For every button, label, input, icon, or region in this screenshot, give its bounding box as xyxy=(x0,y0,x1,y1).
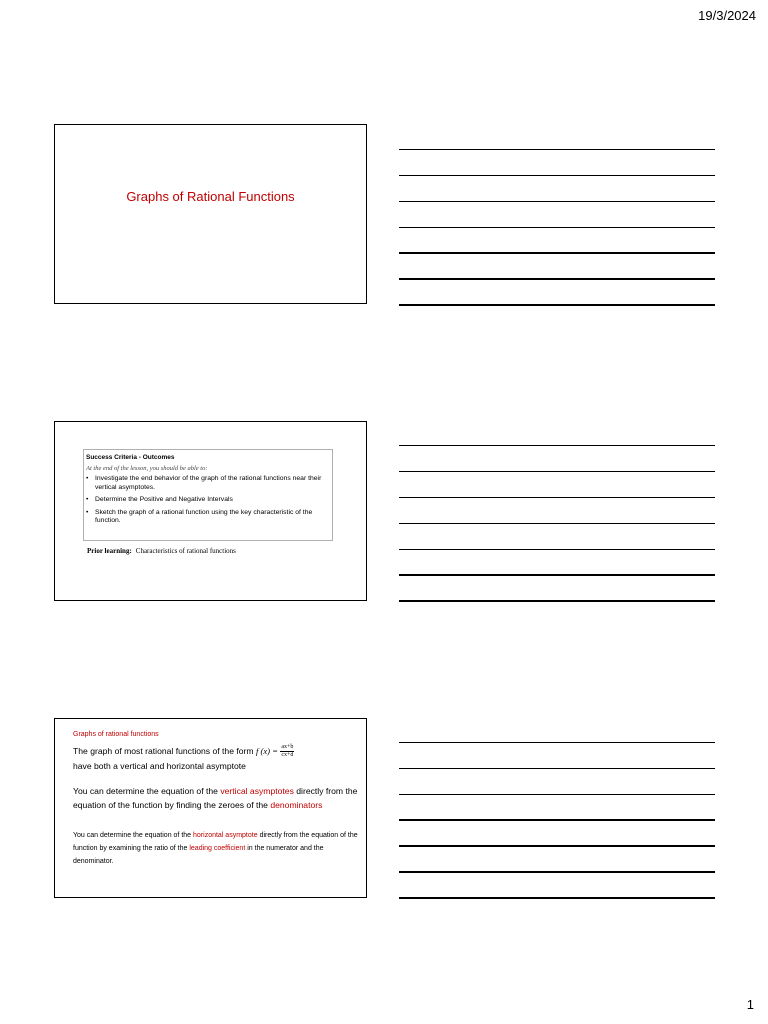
formula-fraction: $\frac{ax+b}{cx+d}$ xyxy=(281,744,294,759)
note-line xyxy=(399,228,715,254)
note-line xyxy=(399,576,715,602)
note-line xyxy=(399,254,715,280)
slide-3-paragraph-3: You can determine the equation of the horizontal asymptote directly from the equation of the function by examining the ratio of the leading coefficient in the numerator and the denominator. xyxy=(73,832,358,865)
note-line xyxy=(399,873,715,899)
notes-lines-1 xyxy=(399,124,715,306)
list-item: • Sketch the graph of a rational function using the key characteristic of the function. xyxy=(86,508,313,524)
note-line xyxy=(399,795,715,821)
prior-learning-text: Characteristics of rational functions xyxy=(135,547,236,555)
note-line xyxy=(399,847,715,873)
slide-3-thumbnail xyxy=(54,718,367,898)
note-line xyxy=(399,524,715,550)
note-line xyxy=(399,420,715,446)
list-item: • Investigate the end behavior of the graph of the rational functions near their vertical asymptotes. xyxy=(86,475,322,491)
note-line xyxy=(399,176,715,202)
slide-1-thumbnail xyxy=(54,124,367,304)
formula-lhs: f (x) = xyxy=(255,746,278,756)
notes-lines-2 xyxy=(399,420,715,602)
list-item: • Determine the Positive and Negative Intervals xyxy=(86,496,233,503)
success-criteria-box xyxy=(83,449,333,541)
note-line xyxy=(399,280,715,306)
note-line xyxy=(399,124,715,150)
note-line xyxy=(399,498,715,524)
prior-learning xyxy=(87,547,236,555)
slide-2-thumbnail xyxy=(54,421,367,601)
note-line xyxy=(399,821,715,847)
slide-3-heading: Graphs of rational functions xyxy=(73,731,159,738)
prior-learning-label: Prior learning: xyxy=(87,547,132,555)
note-line xyxy=(399,717,715,743)
note-line xyxy=(399,472,715,498)
page-number: 1 xyxy=(746,997,754,1012)
note-line xyxy=(399,202,715,228)
note-line xyxy=(399,446,715,472)
note-line xyxy=(399,769,715,795)
success-criteria-list xyxy=(86,475,329,526)
success-criteria-intro: At the end of the lesson, you should be able to: xyxy=(86,465,208,472)
success-criteria-heading: Success Criteria - Outcomes xyxy=(86,454,175,461)
slide-3-paragraph-2: You can determine the equation of the vertical asymptotes directly from the equation of the function by finding the zeroes of the denominators xyxy=(73,786,358,810)
slide-1-title: Graphs of Rational Functions xyxy=(126,189,295,204)
print-date: 19/3/2024 xyxy=(698,8,756,23)
notes-lines-3 xyxy=(399,717,715,899)
note-line xyxy=(399,550,715,576)
note-line xyxy=(399,150,715,176)
note-line xyxy=(399,743,715,769)
slide-3-paragraph-1: The graph of most rational functions of the form f (x) = $\frac{ax+b}{cx+d}$ have both a vertical and horizontal asymptote xyxy=(73,744,294,772)
